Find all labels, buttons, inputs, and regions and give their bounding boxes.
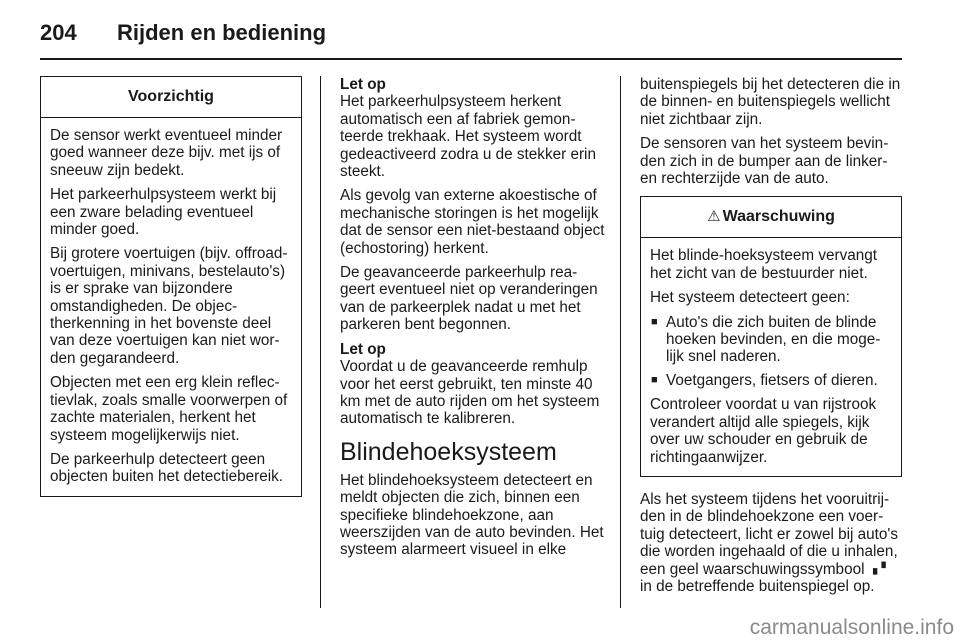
page-number: 204 xyxy=(40,20,77,45)
watermark: carmanualsonline.info xyxy=(749,616,954,639)
blind-spot-warning-icon: ▗▝ xyxy=(868,562,886,575)
body-paragraph: De sensoren van het systeem bevinden zich in de bumper aan de linker- en rechterzijde van de auto. xyxy=(640,135,889,188)
closing-text-end: in de betreffende buitenspiegel op. xyxy=(640,577,875,595)
caution-box xyxy=(40,76,302,497)
caution-paragraph: Objecten met een erg klein reflectievlak, zoals smalle voorwerpen of zachte materialen, herkent het systeem mogelijkerwijs niet. xyxy=(50,374,288,444)
caution-title: Voorzichtig xyxy=(41,77,301,118)
warning-box xyxy=(640,196,902,476)
column-divider xyxy=(620,76,621,608)
note-title: Let op xyxy=(340,340,386,358)
column-middle xyxy=(340,76,606,566)
page-title: Rijden en bediening xyxy=(117,20,327,45)
warning-header xyxy=(641,197,901,238)
warning-list xyxy=(650,314,892,390)
caution-paragraph: Bij grotere voertuigen (bijv. offroad-voertuigen, minivans, bestelauto's) is er sprake van bijzondere omstandigheden. De objectherkenning in het bovenste deel van deze voertuigen kan niet worden gegarandeerd. xyxy=(50,245,288,367)
caution-paragraph: Het parkeerhulpsysteem werkt bij een zware belading eventueel minder goed. xyxy=(50,186,277,239)
body-paragraph: Als gevolg van externe akoestische of mechanische storingen is het mogelijk dat de sensor een niet-bestaand object (echostoring) herkent. xyxy=(340,187,605,257)
warning-body xyxy=(641,238,901,475)
warning-title: Waarschuwing xyxy=(722,208,835,226)
body-paragraph xyxy=(640,491,902,595)
closing-text: Als het systeem tijdens het vooruitrijden in de blindehoekzone een voertuig detecteert, licht er zowel bij auto's die worden ingehaald of die u inhalen, een geel waarschuwingssymbool xyxy=(640,490,899,578)
note-title: Let op xyxy=(340,76,386,93)
note-paragraph: Het parkeerhulpsysteem herkent automatisch een af fabriek gemonteerde trekhaak. Het systeem wordt gedeactiveerd zodra u de stekker erin steekt. xyxy=(340,93,596,181)
column-right xyxy=(640,76,902,602)
list-item: ■ Auto's die zich buiten de blinde hoeken bevinden, en die mogelijk snel naderen. xyxy=(650,314,892,366)
column-divider xyxy=(320,76,321,608)
list-item: ■ Voetgangers, fietsers of dieren. xyxy=(650,372,892,389)
warning-triangle-icon: ⚠ xyxy=(707,208,721,226)
caution-body xyxy=(41,118,301,496)
body-paragraph: Het blindehoeksysteem detecteert en meldt objecten die zich, binnen een specifieke blindehoekzone, aan weerszijden van de auto bevinden. Het systeem alarmeert visueel in elke xyxy=(340,471,604,559)
body-paragraph: buitenspiegels bij het detecteren die in de binnen- en buitenspiegels wellicht niet zichtbaar zijn. xyxy=(640,76,901,128)
column-left xyxy=(40,76,302,497)
caution-paragraph: De sensor werkt eventueel minder goed wanneer deze bijv. met ijs of sneeuw zijn bedekt. xyxy=(50,127,283,179)
warning-paragraph: Het blinde-hoeksysteem vervangt het zicht van de bestuurder niet. xyxy=(650,247,878,282)
header-rule xyxy=(40,58,902,60)
body-paragraph: De geavanceerde parkeerhulp reageert eventueel niet op veranderingen van de parkeerplek nadat u met het parkeren bent begonnen. xyxy=(340,264,598,334)
note-paragraph: Voordat u de geavanceerde remhulp voor het eerst gebruikt, ten minste 40 km met de auto rijden om het systeem automatisch te kalibreren. xyxy=(340,358,600,428)
warning-paragraph: Controleer voordat u van rijstrook verandert altijd alle spiegels, kijk over uw schouder en gebruik de richtingaanwijzer. xyxy=(650,396,877,466)
caution-paragraph: De parkeerhulp detecteert geen objecten buiten het detectiebereik. xyxy=(50,450,284,486)
warning-paragraph: Het systeem detecteert geen: xyxy=(650,289,850,307)
section-heading: Blindehoeksysteem xyxy=(340,437,557,466)
